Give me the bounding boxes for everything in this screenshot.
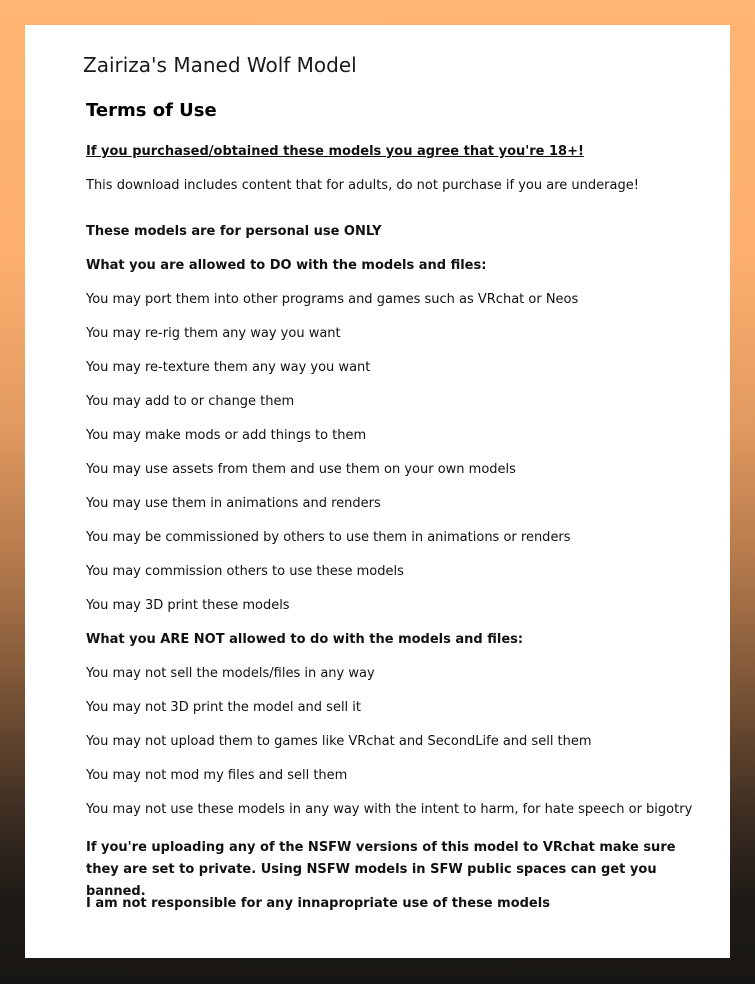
document-title: Zairiza's Maned Wolf Model bbox=[83, 53, 357, 77]
allowed-item: You may 3D print these models bbox=[86, 598, 290, 613]
not-allowed-item: You may not use these models in any way with the intent to harm, for hate speech or bigotry bbox=[86, 802, 693, 817]
allowed-item: You may port them into other programs and games such as VRchat or Neos bbox=[86, 292, 579, 307]
nsfw-notice: If you're uploading any of the NSFW versions of this model to VRchat make sure they are set to private. Using NSFW models in SFW public spaces can get you banned. bbox=[86, 840, 676, 899]
not-allowed-item: You may not mod my files and sell them bbox=[86, 768, 348, 783]
adult-warning: This download includes content that for adults, do not purchase if you are underage! bbox=[86, 178, 639, 193]
responsibility-notice: I am not responsible for any innapropriate use of these models bbox=[86, 896, 550, 911]
document-page bbox=[25, 25, 730, 958]
allowed-item: You may use them in animations and renders bbox=[86, 496, 381, 511]
not-allowed-item: You may not sell the models/files in any way bbox=[86, 666, 375, 681]
age-notice: If you purchased/obtained these models you agree that you're 18+! bbox=[86, 144, 584, 159]
not-allowed-item: You may not upload them to games like VRchat and SecondLife and sell them bbox=[86, 734, 592, 749]
allowed-item: You may use assets from them and use them on your own models bbox=[86, 462, 516, 477]
allowed-item: You may make mods or add things to them bbox=[86, 428, 367, 443]
allowed-item: You may commission others to use these models bbox=[86, 564, 404, 579]
not-allowed-item: You may not 3D print the model and sell it bbox=[86, 700, 362, 715]
allowed-heading: What you are allowed to DO with the models and files: bbox=[86, 258, 487, 273]
personal-use-notice: These models are for personal use ONLY bbox=[86, 224, 382, 239]
allowed-item: You may be commissioned by others to use them in animations or renders bbox=[86, 530, 571, 545]
allowed-item: You may add to or change them bbox=[86, 394, 295, 409]
terms-heading: Terms of Use bbox=[86, 100, 217, 121]
allowed-item: You may re-rig them any way you want bbox=[86, 326, 341, 341]
not-allowed-heading: What you ARE NOT allowed to do with the models and files: bbox=[86, 632, 524, 647]
allowed-item: You may re-texture them any way you want bbox=[86, 360, 371, 375]
